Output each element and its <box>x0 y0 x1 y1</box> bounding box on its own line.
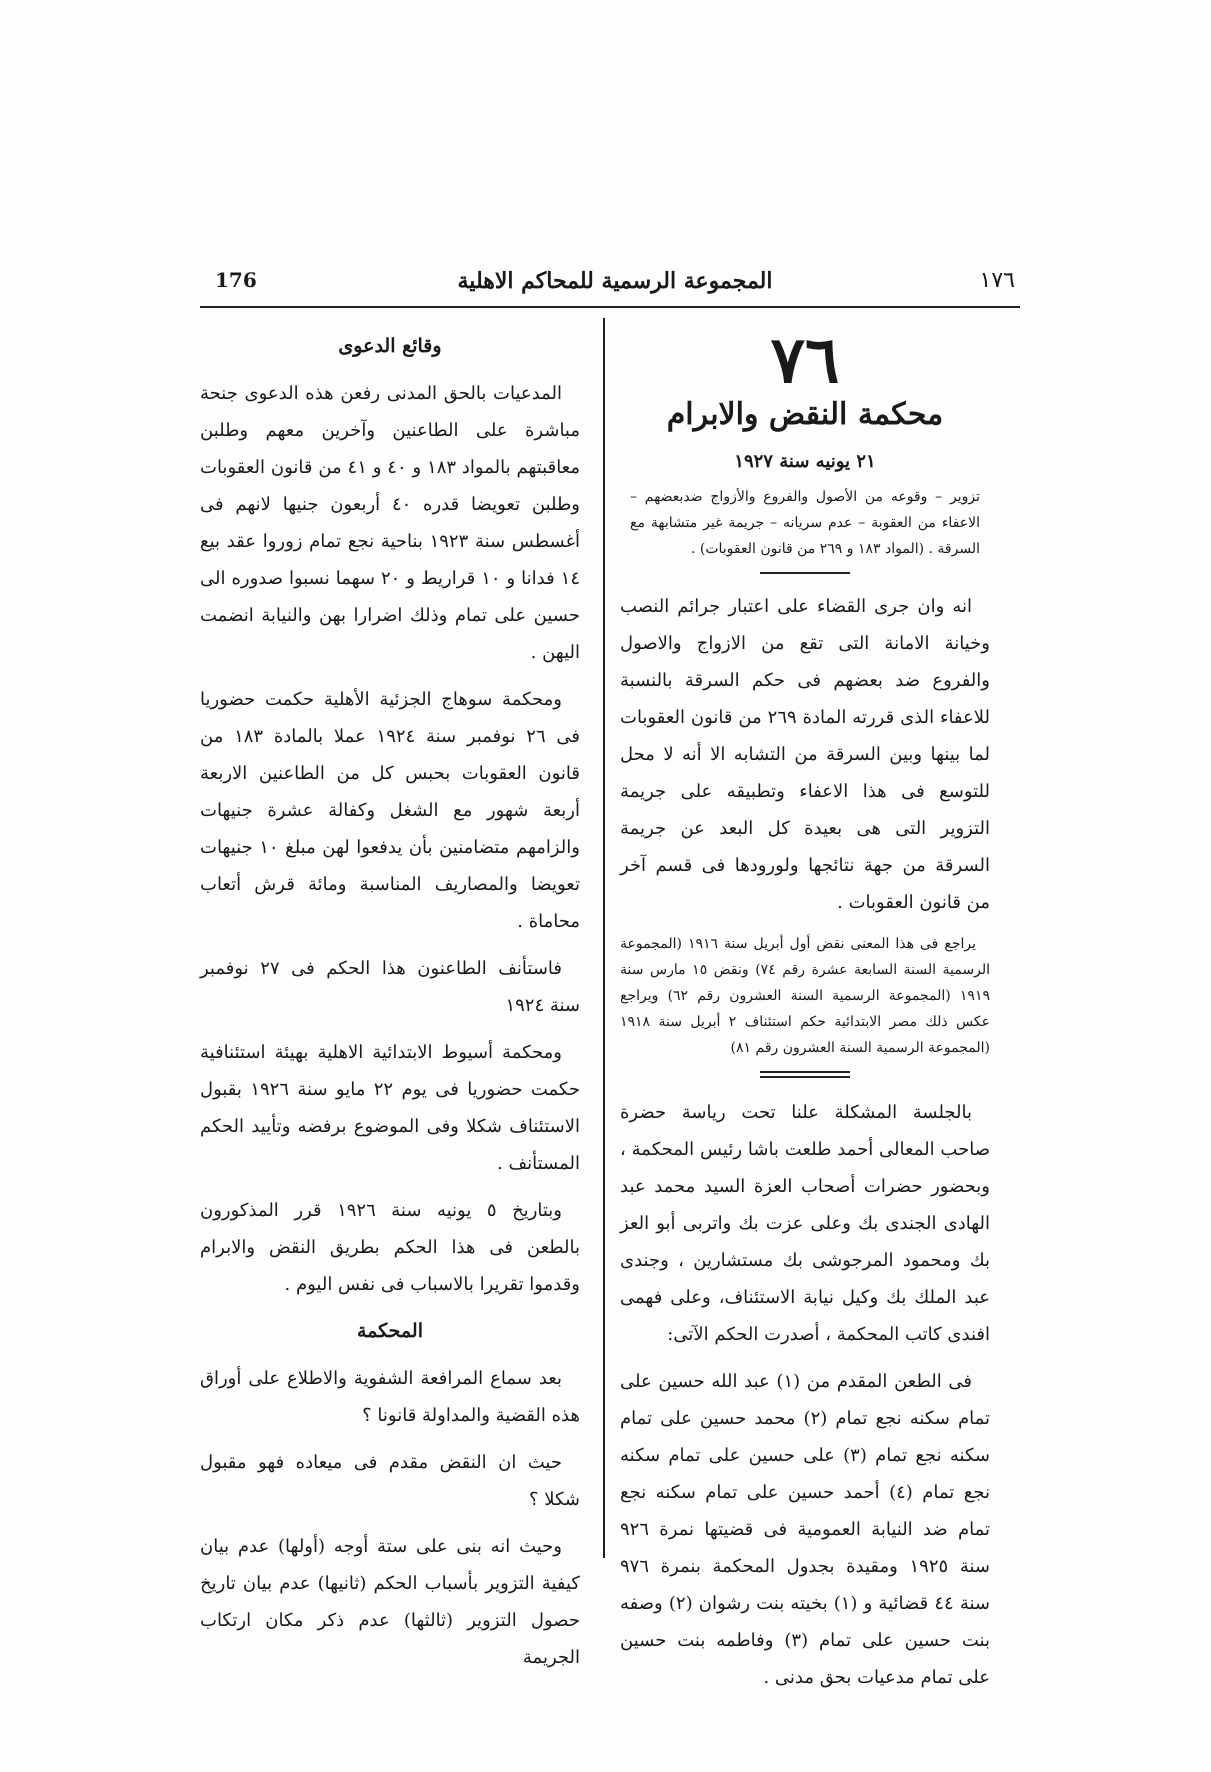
facts-paragraph: المدعيات بالحق المدنى رفعن هذه الدعوى جنحة مباشرة على الطاعنين وآخرين معهم وطلبن معاقبتهم بالمواد ١٨٣ و ٤٠ و ٤١ من قانون العقوبات وطلبن تعويضا قدره ٤٠ أربعون جنيها لانهم فى أغسطس سنة ١٩٢٣ بناحية نجع تمام زوروا عقد بيع ١٤ فدانا و ١٠ قراريط و ٢٠ سهما نسبوا صدوره الى حسين على تمام وذلك اضرارا بهن والنيابة انضمت اليهن . <box>200 383 581 663</box>
appeal-parties: فى الطعن المقدم من (١) عبد الله حسين على تمام سكنه نجع تمام (٢) محمد حسين على تمام سكنه نجع تمام (٣) على حسين على تمام سكنه نجع تمام (٤) أحمد حسين على تمام سكنه نجع تمام ضد النيابة العمومية فى قضيتها نمرة ٩٢٦ سنة ١٩٢٥ ومقيدة بجدول المحكمة بنمرة ٩٧٦ سنة ٤٤ قضائية و (١) بخيته بنت رشوان (٢) وصفه بنت حسين على تمام (٣) وفاطمه بنت حسين على تمام مدعيات بحق مدنى . <box>620 1371 991 1688</box>
court-heading: المحكمة <box>357 1320 423 1342</box>
running-title: المجموعة الرسمية للمحاكم الاهلية <box>457 268 773 294</box>
page-header <box>215 268 1015 304</box>
separator-rule <box>760 572 850 574</box>
first-instance-paragraph: ومحكمة سوهاج الجزئية الأهلية حكمت حضوريا فى ٢٦ نوفمبر سنة ١٩٢٤ عملا بالمادة ١٨٣ من قانون العقوبات بحبس كل من الطاعنين الاربعة أربعة شهور مع الشغل وكفالة عشرة جنيهات والزامهم متضامنين بأن يدفعوا لهن مبلغ ١٠ جنيهات تعويضا والمصاريف المناسبة ومائة قرش أتعاب محاماة . <box>200 689 580 932</box>
admissibility-paragraph: حيث ان النقض مقدم فى ميعاده فهو مقبول شكلا ؟ <box>200 1452 580 1510</box>
page-number-latin: 176 <box>215 268 257 292</box>
left-column <box>200 328 580 1686</box>
facts-heading: وقائع الدعوى <box>338 335 442 357</box>
case-date: ٢١ يونيه سنة ١٩٢٧ <box>734 451 876 472</box>
case-number: ٧٦ <box>770 323 840 398</box>
reference-note: يراجع فى هذا المعنى نقض أول أبريل سنة ١٩١٦ (المجموعة الرسمية السنة السابعة عشرة رقم ٧٤) ونقض ١٥ مارس سنة ١٩١٩ (المجموعة الرسمية السنة العشرون رقم ٦٢) ويراجع عكس ذلك مصر الابتدائية حكم استئناف ٢ أبريل سنة ١٩١٨ (المجموعة الرسمية السنة العشرون رقم ٨١) <box>620 936 990 1056</box>
right-column <box>620 322 990 1706</box>
session-composition: بالجلسة المشكلة علنا تحت رياسة حضرة صاحب المعالى أحمد طلعت باشا رئيس المحكمة ، وبحضور حضرات أصحاب العزة السيد محمد عبد الهادى الجندى بك وعلى عزت بك واتربى أبو العز بك ومحمود المرجوشى بك مستشارين ، وجندى عبد الملك بك وكيل نيابة الاستئناف، وعلى فهمى افندى كاتب المحكمة ، أصدرت الحكم الآتى: <box>620 1102 990 1345</box>
cassation-filing-paragraph: وبتاريخ ٥ يونيه سنة ١٩٢٦ قرر المذكورون بالطعن فى هذا الحكم بطريق النقض والابرام وقدموا تقريرا بالاسباب فى نفس اليوم . <box>200 1200 580 1295</box>
page-number-arabic: ١٧٦ <box>979 268 1015 293</box>
legal-principle: انه وان جرى القضاء على اعتبار جرائم النصب وخيانة الامانة التى تقع من الازواج والاصول والفروع ضد بعضهم فى حكم السرقة بالنسبة للاعفاء الذى قررته المادة ٢٦٩ من قانون العقوبات لما بينها وبين السرقة من التشابه الا أنه لا محل للتوسع فى هذا الاعفاء وتطبيقه على جريمة التزوير التى هى بعيدة كل البعد عن جريمة السرقة من جهة نتائجها ولورودها فى قسم آخر من قانون العقوبات . <box>620 596 990 913</box>
court-name: محكمة النقض والابرام <box>666 397 944 432</box>
header-rule <box>200 306 1020 308</box>
grounds-paragraph: وحيث انه بنى على ستة أوجه (أولها) عدم بيان كيفية التزوير بأسباب الحكم (ثانيها) عدم بيان تاريخ حصول التزوير (ثالثها) عدم ذكر مكان ارتكاب الجريمة <box>200 1536 580 1668</box>
case-keywords: تزوير – وقوعه من الأصول والفروع والأزواج ضدبعضهم – الاعفاء من العقوبة – عدم سريانه – جريمة غير متشابهة مع السرقة . (المواد ١٨٣ و ٢٦٩ من قانون العقوبات) . <box>630 489 980 557</box>
appeal-judgment-paragraph: ومحكمة أسيوط الابتدائية الاهلية بهيئة استئنافية حكمت حضوريا فى يوم ٢٢ مايو سنة ١٩٢٦ بقبول الاستئناف شكلا وفى الموضوع برفضه وتأييد الحكم المستأنف . <box>200 1042 580 1174</box>
column-divider <box>603 318 605 1558</box>
double-separator-rule <box>760 1071 850 1078</box>
deliberation-paragraph: بعد سماع المرافعة الشفوية والاطلاع على أوراق هذه القضية والمداولة قانونا ؟ <box>200 1368 580 1426</box>
appeal-paragraph: فاستأنف الطاعنون هذا الحكم فى ٢٧ نوفمبر سنة ١٩٢٤ <box>200 958 580 1016</box>
